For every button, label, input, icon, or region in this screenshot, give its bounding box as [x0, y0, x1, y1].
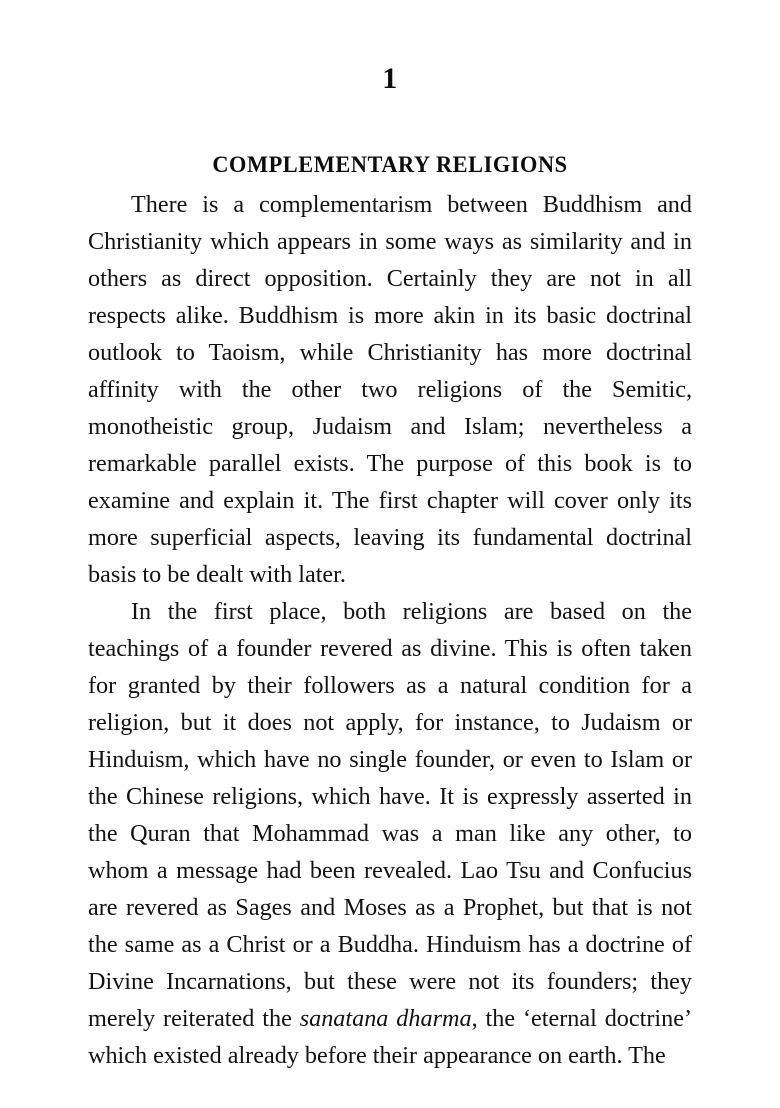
paragraph-second-text-before-term: In the first place, both religions are based on the teachings of a founder revered as divine. This is often taken for granted by their followers as a natural condition for a religion, but it does not apply, for instance, to Judaism or Hinduism, which have no single founder, or even to Islam or the Chinese religions, which have. It is expressly asserted in the Quran that Mohammad was a man like any other, to whom a message had been revealed. Lao Tsu and Confucius are revered as Sages and Moses as a Prophet, but that is not the same as a Christ or a Buddha. Hinduism has a doctrine of Divine Incarnations, but these were not its founders; they merely reiterated the [88, 598, 692, 1032]
chapter-number: 1 [382, 62, 398, 95]
body-text-column [88, 186, 692, 1074]
paragraph-second [88, 593, 692, 1074]
paragraph-second-text-after-term: , the ‘eternal doctrine’ which existed already before their appearance on earth. The [88, 1005, 693, 1069]
paragraph-first: There is a complementarism between Buddhism and Christianity which appears in some ways as similarity and in others as direct opposition. Certainly they are not in all respects alike. Buddhism is more akin in its basic doctrinal outlook to Taoism, while Christianity has more doctrinal affinity with the other two religions of the Semitic, monotheistic group, Judaism and Islam; nevertheless a remarkable parallel exists. The purpose of this book is to examine and explain it. The first chapter will cover only its more superficial aspects, leaving its fundamental doctrinal basis to be dealt with later. [88, 191, 692, 588]
chapter-title: COMPLEMENTARY RELIGIONS [212, 152, 568, 178]
sanskrit-term-sanatana-dharma: sanatana dharma [299, 1005, 472, 1032]
